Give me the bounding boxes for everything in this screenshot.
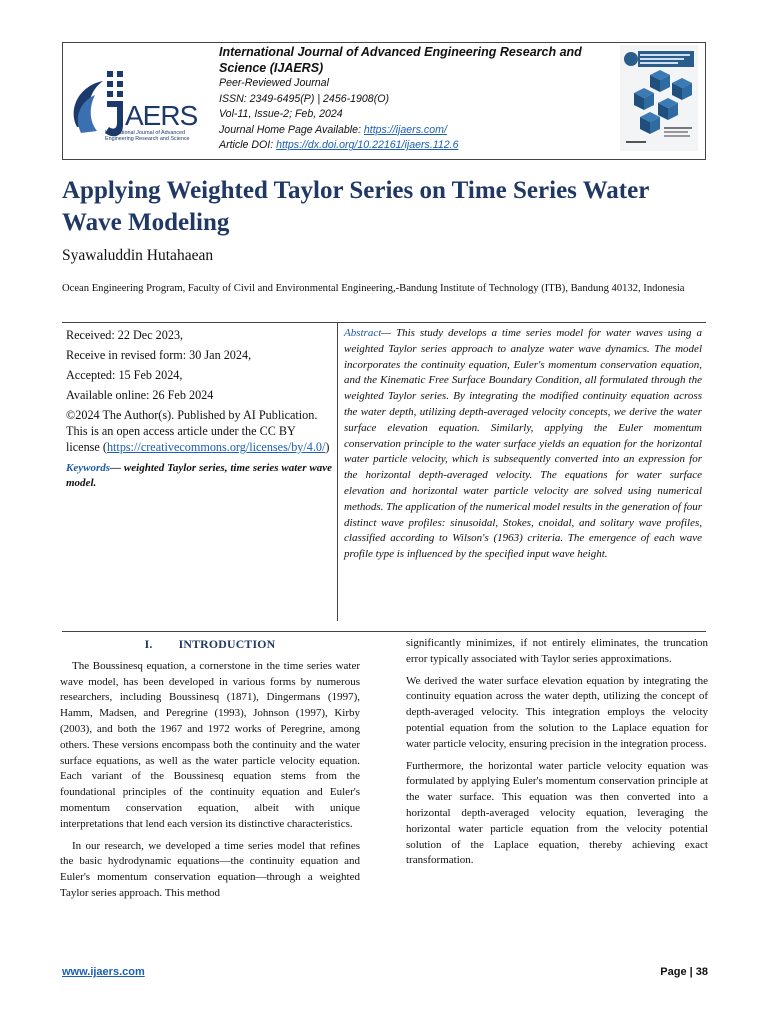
journal-title: International Journal of Advanced Engineering Research and Science (IJAERS) — [219, 45, 582, 75]
homepage-link[interactable]: https://ijaers.com/ — [363, 123, 447, 136]
journal-info — [219, 43, 599, 154]
abstract — [344, 326, 702, 563]
meta-column-divider — [337, 323, 338, 621]
body-paragraph: significantly minimizes, if not entirely eliminates, the truncation error typically associated with Taylor series approximations. — [406, 637, 708, 665]
logo-wordmark: AERS — [125, 100, 198, 131]
section-number: I. — [144, 637, 153, 651]
footer-site-link[interactable]: www.ijaers.com — [62, 966, 145, 978]
meta-top-divider — [62, 322, 706, 323]
volume-issue: Vol-11, Issue-2; Feb, 2024 — [219, 108, 343, 121]
keywords — [66, 461, 332, 491]
license-statement: ©2024 The Author(s). Published by AI Publication. This is an open access article under the CC BY license (https://creativecommons.org/licenses/by/4.0/) — [66, 408, 330, 454]
article-history — [66, 327, 332, 495]
online-date: Available online: 26 Feb 2024 — [66, 388, 214, 402]
journal-header — [62, 42, 706, 160]
accepted-date: Accepted: 15 Feb 2024, — [66, 368, 183, 382]
abstract-label: Abstract — [344, 327, 382, 339]
license-link[interactable]: https://creativecommons.org/licenses/by/4.0/ — [106, 440, 326, 454]
doi-line: Article DOI: https://dx.doi.org/10.22161/ijaers.112.6 — [219, 139, 459, 152]
article-title: Applying Weighted Taylor Series on Time Series Water Wave Modeling — [62, 177, 649, 236]
section-heading — [60, 637, 360, 653]
page-number: Page | 38 — [660, 966, 708, 978]
author-name: Syawaluddin Hutahaean — [62, 247, 214, 264]
body-paragraph: We derived the water surface elevation equation by integrating the continuity equation across the water depth, utilizing the concept of depth-averaged velocity. This integration employs the velocity potential equation from the solution to the Laplace equation for water particle velocity, ensuring precision in the integration process. — [406, 674, 708, 750]
keywords-label: Keywords — [66, 462, 110, 474]
peer-reviewed-label: Peer-Reviewed Journal — [219, 77, 329, 89]
abstract-text: — This study develops a time series model for water waves using a weighted Taylor series approach to analyze water wave dynamics. The model incorporates the continuity equation, Euler's momentum conservation equation, and the Kinematic Free Surface Boundary Condition, all formulated through the weighted Taylor series. By integrating the modified continuity equation across the water depth, utilizing depth-averaged velocity concepts, we derive the water surface elevation equation. Similarly, applying the Euler momentum conservation principle to the water surface yields an equation for the horizontal water particle velocity, which is subsequently converted into an expression for the horizontal depth-averaged velocity. The equations for water surface elevation and horizontal water particle velocity are solved using numerical methods. The application of the numerical model results in the generation of four distinct wave profiles: sinusoidal, Stokes, cnoidal, and solitary wave profiles, classified according to Wilson's (1963) criteria. The emergence of each wave profile type is influenced by the specified input wave height. — [344, 327, 702, 561]
homepage-line: Journal Home Page Available: https://ijaers.com/ — [219, 123, 447, 136]
cover-art-icon — [620, 45, 698, 151]
keywords-text: — weighted Taylor series, time series water wave model. — [66, 462, 332, 489]
section-title: INTRODUCTION — [178, 637, 276, 651]
journal-logo — [67, 67, 209, 157]
revised-date: Receive in revised form: 30 Jan 2024, — [66, 348, 252, 362]
logo-subtitle-line-1: International Journal of Advanced — [105, 130, 186, 136]
logo-subtitle-line-2: Engineering Research and Science — [105, 136, 190, 142]
body-right-column — [406, 636, 708, 875]
received-date: Received: 22 Dec 2023, — [66, 328, 184, 342]
issn: ISSN: 2349-6495(P) | 2456-1908(O) — [219, 92, 389, 105]
journal-cover-image — [620, 45, 698, 151]
body-paragraph: In our research, we developed a time series model that refines the basic hydrodynamic equations—the continuity equation and Euler's momentum conservation equation—through a weighted Taylor series approach. This method — [60, 839, 360, 899]
doi-link[interactable]: https://dx.doi.org/10.22161/ijaers.112.6 — [276, 139, 459, 152]
author-affiliation: Ocean Engineering Program, Faculty of Civil and Environmental Engineering,-Bandung Institute of Technology (ITB), Bandung 40132, Indonesia — [62, 283, 685, 294]
meta-bottom-divider — [62, 631, 706, 632]
body-paragraph: The Boussinesq equation, a cornerstone in the time series water wave model, has been developed in various forms by numerous researchers, including Boussinesq (1871), Dingermans (1997), Hamm, Madsen, and Peregrine (1993), Johnson (1997), Kirby (2003), and both the 1967 and 1972 works of Peregrine, among others. These versions encompass both the continuity and the water surface equations, as well as the water particle velocity equation. Each variant of the Boussinesq equation stems from the foundational principles of the continuity equation and Euler's momentum conservation equation, albeit with unique interpretations that lend each version its distinctive characteristics. — [60, 659, 360, 830]
body-left-column — [60, 636, 360, 908]
logo-graphic-icon — [67, 67, 209, 157]
body-paragraph: Furthermore, the horizontal water particle velocity equation was formulated by applying Euler's momentum conservation principle at the water surface. This equation was then converted into a horizontal depth-averaged velocity equation, leveraging the horizontal water particle equation from the velocity potential solution of the Laplace equation, thereby achieving exact transformation. — [406, 759, 708, 867]
